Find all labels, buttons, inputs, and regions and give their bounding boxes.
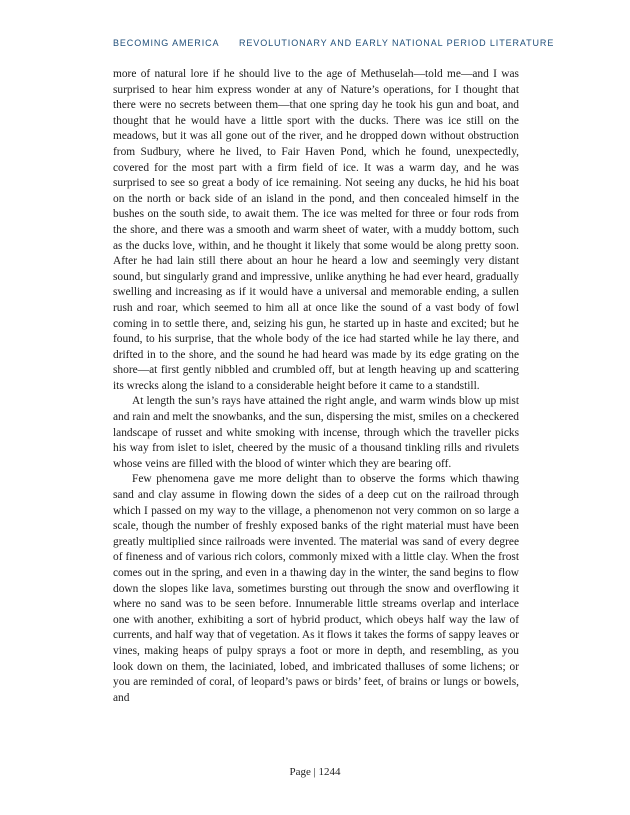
running-header: [113, 38, 555, 54]
paragraph: At length the sun’s rays have attained the right angle, and warm winds blow up mist and rain and melt the snowbanks, and the sun, dispersing the mist, smiles on a checkered landscape of russet and white smoking with incense, through which the traveller picks his way from islet to islet, cheered by the music of a thousand tinkling rills and rivulets whose veins are filled with the blood of winter which they are bearing off.: [113, 395, 519, 470]
page-number: Page | 1244: [289, 766, 341, 778]
paragraph: Few phenomena gave me more delight than to observe the forms which thawing sand and clay assume in flowing down the sides of a deep cut on the railroad through which I passed on my way to the village, a phenomenon not very common on so large a scale, though the number of freshly exposed banks of the right material must have been greatly multiplied since railroads were invented. The material was sand of every degree of fineness and of various rich colors, commonly mixed with a little clay. When the frost comes out in the spring, and even in a thawing day in the winter, the sand begins to flow down the slopes like lava, sometimes bursting out through the snow and overflowing it where no sand was to be seen before. Innumerable little streams overlap and interlace one with another, exhibiting a sort of hybrid product, which obeys half way the law of currents, and half way that of vegetation. As it flows it takes the forms of sappy leaves or vines, making heaps of pulpy sprays a foot or more in depth, and resembling, as you look down on them, the laciniated, lobed, and imbricated thalluses of some lichens; or you are reminded of coral, of leopard’s paws or birds’ feet, of brains or lungs or bowels, and: [113, 473, 519, 704]
header-book-title: BECOMING AMERICA: [113, 38, 220, 48]
paragraph: more of natural lore if he should live to the age of Methuselah—told me—and I was surprised to hear him express wonder at any of Nature’s operations, for I thought that there were no secrets between them—that one spring day he took his gun and boat, and thought that he would have a little sport with the ducks. There was ice still on the meadows, but it was all gone out of the river, and he dropped down without obstruction from Sudbury, where he lived, to Fair Haven Pond, which he found, unexpectedly, covered for the most part with a firm field of ice. It was a warm day, and he was surprised to see so great a body of ice remaining. Not seeing any ducks, he hid his boat on the north or back side of an island in the pond, and then concealed himself in the bushes on the south side, to await them. The ice was melted for three or four rods from the shore, and there was a smooth and warm sheet of water, with a muddy bottom, such as the ducks love, within, and he thought it likely that some would be along pretty soon. After he had lain still there about an hour he heard a low and seemingly very distant sound, but singularly grand and impressive, unlike anything he had ever heard, gradually swelling and increasing as if it would have a universal and memorable ending, a sullen rush and roar, which seemed to him all at once like the sound of a vast body of fowl coming in to settle there, and, seizing his gun, he started up in haste and excited; but he found, to his surprise, that the whole body of the ice had started while he lay there, and drifted in to the shore, and the sound he had heard was made by its edge grating on the shore—at first gently nibbled and crumbled off, but at length heaving up and scattering its wrecks along the island to a considerable height before it came to a standstill.: [113, 68, 519, 392]
header-section-title: REVOLUTIONARY AND EARLY NATIONAL PERIOD LITERATURE: [239, 38, 555, 48]
body-text: [113, 67, 519, 706]
